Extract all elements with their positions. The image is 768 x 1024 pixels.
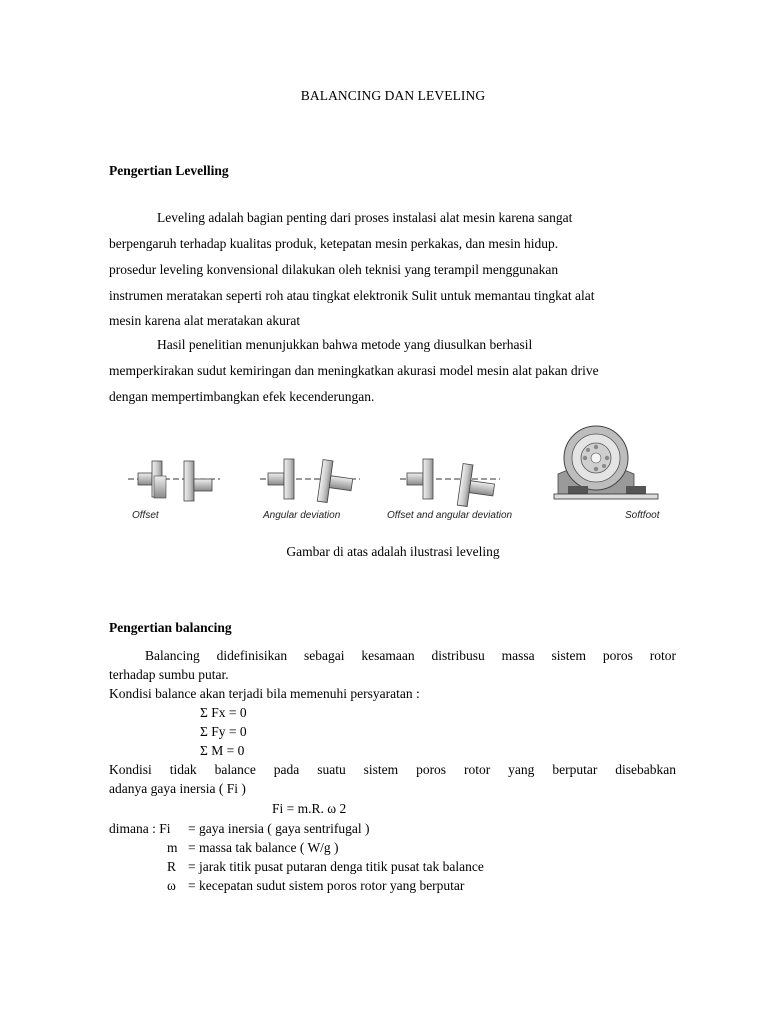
paragraph-line: Hasil penelitian menunjukkan bahwa metode yang diusulkan berhasil bbox=[157, 337, 533, 352]
paragraph-line: berpengaruh terhadap kualitas produk, ketepatan mesin perkakas, dan mesin hidup. bbox=[109, 236, 559, 251]
paragraph-line: mesin karena alat meratakan akurat bbox=[109, 313, 301, 328]
angular-deviation-diagram bbox=[260, 459, 360, 506]
paragraph-line: prosedur leveling konvensional dilakukan oleh teknisi yang terampil menggunakan bbox=[109, 262, 559, 277]
softfoot-diagram bbox=[554, 426, 658, 499]
paragraph-line: Kondisi tidak balance pada suatu sistem poros rotor yang berputar disebabkan bbox=[109, 762, 676, 777]
paragraph-line: Balancing didefinisikan sebagai kesamaan distribusu massa sistem poros rotor bbox=[145, 648, 676, 663]
offset-angular-diagram bbox=[400, 459, 500, 510]
definition-text: = massa tak balance ( W/g ) bbox=[188, 840, 339, 855]
figure-label-softfoot: Softfoot bbox=[625, 510, 660, 521]
definition-symbol: ω bbox=[167, 878, 176, 893]
section-heading-levelling: Pengertian Levelling bbox=[109, 163, 229, 178]
page-title: BALANCING DAN LEVELING bbox=[300, 88, 486, 103]
definition-text: = gaya inersia ( gaya sentrifugal ) bbox=[188, 821, 370, 836]
definition-text: = kecepatan sudut sistem poros rotor yang berputar bbox=[188, 878, 465, 893]
equation-sum-fx: Σ Fx = 0 bbox=[200, 705, 247, 720]
figure-label-offset-angular: Offset and angular deviation bbox=[387, 510, 513, 521]
leveling-illustration bbox=[120, 424, 680, 529]
figure-label-angular: Angular deviation bbox=[263, 510, 341, 521]
equation-sum-m: Σ M = 0 bbox=[200, 743, 245, 758]
figure-label-offset: Offset bbox=[132, 510, 159, 521]
paragraph-line: Leveling adalah bagian penting dari proses instalasi alat mesin karena sangat bbox=[157, 210, 573, 225]
definition-symbol: m bbox=[167, 840, 178, 855]
paragraph-line: memperkirakan sudut kemiringan dan meningkatkan akurasi model mesin alat pakan drive bbox=[109, 363, 599, 378]
paragraph-line: terhadap sumbu putar. bbox=[109, 667, 229, 682]
offset-diagram bbox=[128, 461, 220, 501]
paragraph-line: Kondisi balance akan terjadi bila memenuhi persyaratan : bbox=[109, 686, 420, 701]
equation-sum-fy: Σ Fy = 0 bbox=[200, 724, 247, 739]
paragraph-line: instrumen meratakan seperti roh atau tingkat elektronik Sulit untuk memantau tingkat alat bbox=[109, 288, 595, 303]
paragraph-line: dengan mempertimbangkan efek kecenderungan. bbox=[109, 389, 375, 404]
inertia-formula: Fi = m.R. ω 2 bbox=[272, 801, 347, 816]
figure-caption: Gambar di atas adalah ilustrasi leveling bbox=[286, 544, 500, 559]
definition-symbol: dimana : Fi bbox=[109, 821, 171, 836]
section-heading-balancing: Pengertian balancing bbox=[109, 620, 232, 635]
definition-text: = jarak titik pusat putaran denga titik pusat tak balance bbox=[188, 859, 484, 874]
paragraph-line: adanya gaya inersia ( Fi ) bbox=[109, 781, 246, 796]
definition-symbol: R bbox=[167, 859, 177, 874]
